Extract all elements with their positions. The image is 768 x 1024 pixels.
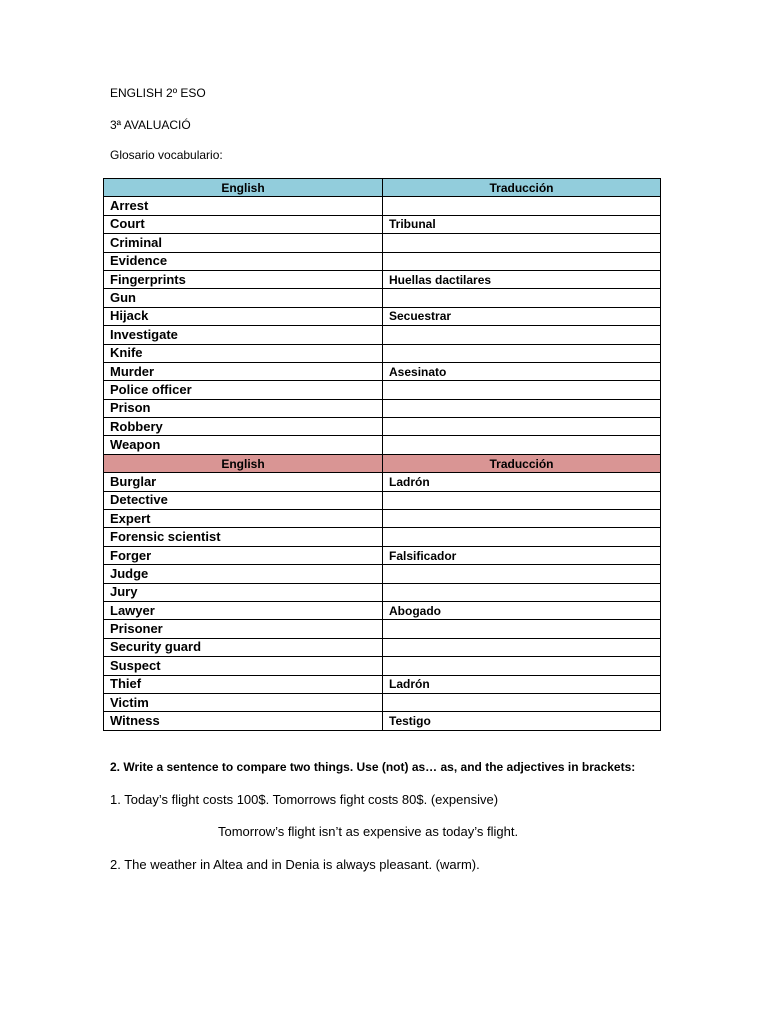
table-row <box>104 252 661 270</box>
translation <box>383 344 661 362</box>
header-english: English <box>104 454 383 472</box>
english-word: Arrest <box>104 197 383 215</box>
exercise-item-2: 2. The weather in Altea and in Denia is always pleasant. (warm). <box>110 857 480 872</box>
english-word: Investigate <box>104 326 383 344</box>
exercise-item-1: 1. Today’s flight costs 100$. Tomorrows fight costs 80$. (expensive) <box>110 792 499 807</box>
english-word: Prisoner <box>104 620 383 638</box>
table-row <box>104 307 661 325</box>
table-row <box>104 326 661 344</box>
exercise-heading: 2. Write a sentence to compare two things. Use (not) as… as, and the adjectives in brackets: <box>110 760 636 774</box>
translation <box>383 510 661 528</box>
translation <box>383 197 661 215</box>
english-word: Judge <box>104 565 383 583</box>
translation <box>383 436 661 454</box>
english-word: Security guard <box>104 638 383 656</box>
translation: Ladrón <box>383 675 661 693</box>
translation: Huellas dactilares <box>383 270 661 288</box>
english-word: Criminal <box>104 234 383 252</box>
table-row <box>104 712 661 730</box>
english-word: Witness <box>104 712 383 730</box>
glossary-title: Glosario vocabulario: <box>110 148 223 162</box>
table-row <box>104 528 661 546</box>
table-row <box>104 344 661 362</box>
translation <box>383 326 661 344</box>
english-word: Detective <box>104 491 383 509</box>
translation <box>383 252 661 270</box>
table-header-row <box>104 454 661 472</box>
english-word: Police officer <box>104 381 383 399</box>
translation: Testigo <box>383 712 661 730</box>
table-row <box>104 601 661 619</box>
table-row <box>104 289 661 307</box>
table-row <box>104 399 661 417</box>
table-row <box>104 418 661 436</box>
translation <box>383 693 661 711</box>
translation: Abogado <box>383 601 661 619</box>
table-row <box>104 583 661 601</box>
english-word: Robbery <box>104 418 383 436</box>
english-word: Weapon <box>104 436 383 454</box>
header-english: English <box>104 179 383 197</box>
english-word: Forensic scientist <box>104 528 383 546</box>
english-word: Murder <box>104 362 383 380</box>
translation: Secuestrar <box>383 307 661 325</box>
english-word: Evidence <box>104 252 383 270</box>
english-word: Court <box>104 215 383 233</box>
translation <box>383 399 661 417</box>
translation <box>383 620 661 638</box>
table-row <box>104 473 661 491</box>
english-word: Thief <box>104 675 383 693</box>
vocabulary-table-body <box>104 179 661 731</box>
english-word: Forger <box>104 546 383 564</box>
header-traduccion: Traducción <box>383 179 661 197</box>
english-word: Prison <box>104 399 383 417</box>
english-word: Lawyer <box>104 601 383 619</box>
table-row <box>104 565 661 583</box>
translation <box>383 491 661 509</box>
vocabulary-table <box>103 178 661 731</box>
table-row <box>104 693 661 711</box>
table-row <box>104 362 661 380</box>
table-row <box>104 215 661 233</box>
translation <box>383 289 661 307</box>
translation <box>383 565 661 583</box>
english-word: Suspect <box>104 657 383 675</box>
translation <box>383 583 661 601</box>
table-row <box>104 270 661 288</box>
translation <box>383 528 661 546</box>
table-row <box>104 546 661 564</box>
english-word: Victim <box>104 693 383 711</box>
english-word: Jury <box>104 583 383 601</box>
table-row <box>104 234 661 252</box>
translation: Falsificador <box>383 546 661 564</box>
translation: Asesinato <box>383 362 661 380</box>
table-row <box>104 381 661 399</box>
translation <box>383 638 661 656</box>
table-row <box>104 197 661 215</box>
table-row <box>104 436 661 454</box>
table-row <box>104 620 661 638</box>
translation: Tribunal <box>383 215 661 233</box>
translation: Ladrón <box>383 473 661 491</box>
translation <box>383 657 661 675</box>
english-word: Hijack <box>104 307 383 325</box>
exercise-answer-1: Tomorrow’s flight isn’t as expensive as today’s flight. <box>218 824 519 839</box>
course-title: ENGLISH 2º ESO <box>110 86 206 100</box>
table-row <box>104 491 661 509</box>
table-header-row <box>104 179 661 197</box>
english-word: Fingerprints <box>104 270 383 288</box>
english-word: Expert <box>104 510 383 528</box>
term-title: 3ª AVALUACIÓ <box>110 118 191 132</box>
english-word: Knife <box>104 344 383 362</box>
translation <box>383 234 661 252</box>
table-row <box>104 510 661 528</box>
english-word: Burglar <box>104 473 383 491</box>
translation <box>383 381 661 399</box>
table-row <box>104 675 661 693</box>
english-word: Gun <box>104 289 383 307</box>
translation <box>383 418 661 436</box>
table-row <box>104 657 661 675</box>
header-traduccion: Traducción <box>383 454 661 472</box>
table-row <box>104 638 661 656</box>
